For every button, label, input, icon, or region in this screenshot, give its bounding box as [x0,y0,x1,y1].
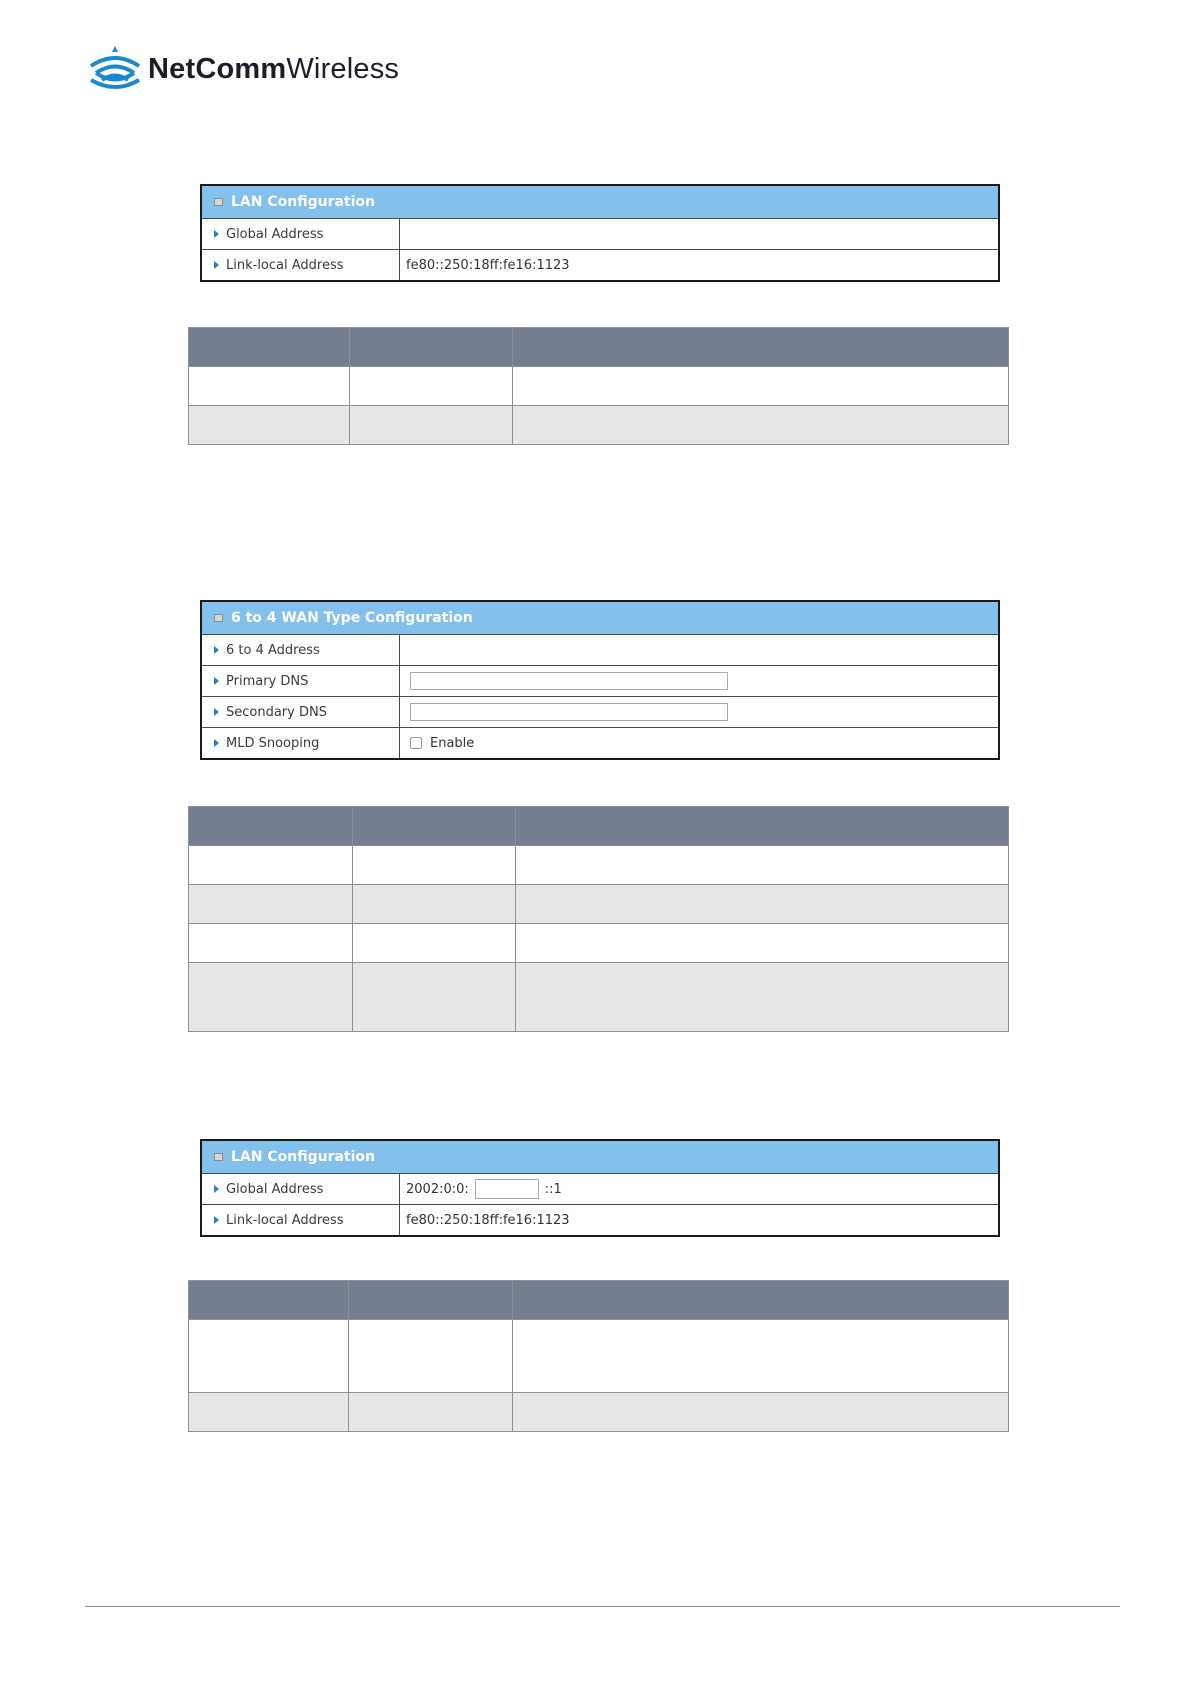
label-text: MLD Snooping [226,735,320,751]
table-header-cell [353,807,516,846]
footer-divider [85,1606,1120,1607]
6to4-address-row [202,634,998,665]
panel-title: 6 to 4 WAN Type Configuration [231,610,473,626]
table-cell [513,406,1009,445]
table-header-cell [189,807,353,846]
row-label [202,666,400,696]
label-text: Global Address [226,226,324,242]
brand-bold: NetComm [148,52,287,85]
netcomm-logo [88,44,399,94]
table-cell [189,846,353,885]
table-header-cell [349,1281,513,1320]
arrow-right-icon [214,739,219,747]
6to4-address-value [400,635,998,665]
secondary-dns-cell [400,697,998,727]
primary-dns-input[interactable] [410,672,728,690]
mld-snooping-checkbox[interactable] [410,737,422,749]
table-header-cell [513,328,1009,367]
arrow-right-icon [214,708,219,716]
global-address-suffix: ::1 [544,1181,562,1197]
table-row [189,963,1009,1032]
label-text: Global Address [226,1181,324,1197]
table-cell [350,367,513,406]
table-cell [189,924,353,963]
table-cell [513,1393,1009,1432]
table-row [189,924,1009,963]
link-local-address-row [202,1204,998,1235]
table-2 [188,806,1009,1032]
table-cell [353,924,516,963]
table-cell [513,367,1009,406]
lan-config-panel-1 [200,184,1000,282]
table-cell [349,1320,513,1393]
table-row [189,1393,1009,1432]
table-header-cell [189,328,350,367]
panel-title: LAN Configuration [231,194,375,210]
6to4-wan-config-panel [200,600,1000,760]
table-cell [516,963,1009,1032]
table-header-cell [350,328,513,367]
row-label [202,219,400,249]
panel-header-icon [214,198,223,206]
arrow-right-icon [214,1216,219,1224]
row-label [202,1205,400,1235]
table-cell [189,406,350,445]
primary-dns-cell [400,666,998,696]
mld-snooping-row [202,727,998,758]
panel-header [202,186,998,218]
table-cell [189,963,353,1032]
row-label [202,728,400,758]
table-header-row [189,328,1009,367]
row-label [202,250,400,280]
global-address-input[interactable] [475,1179,539,1199]
table-cell [353,963,516,1032]
table-header-row [189,1281,1009,1320]
global-address-cell [400,1174,998,1204]
table-cell [189,367,350,406]
brand-light: Wireless [286,52,400,85]
table-header-cell [516,807,1009,846]
table-row [189,846,1009,885]
table-row [189,885,1009,924]
panel-header [202,1141,998,1173]
wifi-logo-icon [88,44,142,94]
label-text: Link-local Address [226,257,344,273]
table-header-cell [189,1281,349,1320]
table-cell [353,846,516,885]
table-cell [189,885,353,924]
table-row [189,367,1009,406]
global-address-row [202,218,998,249]
table-cell [349,1393,513,1432]
global-address-value [400,219,998,249]
row-label [202,635,400,665]
panel-header-icon [214,614,223,622]
row-label [202,1174,400,1204]
global-address-prefix: 2002:0:0: [406,1181,469,1197]
global-address-row [202,1173,998,1204]
arrow-right-icon [214,646,219,654]
panel-title: LAN Configuration [231,1149,375,1165]
label-text: Primary DNS [226,673,309,689]
secondary-dns-input[interactable] [410,703,728,721]
secondary-dns-row [202,696,998,727]
table-cell [516,885,1009,924]
table-cell [189,1393,349,1432]
panel-header [202,602,998,634]
link-local-address-value: fe80::250:18ff:fe16:1123 [406,1212,570,1228]
label-text: 6 to 4 Address [226,642,320,658]
table-cell [516,924,1009,963]
table-3 [188,1280,1009,1432]
table-row [189,1320,1009,1393]
arrow-right-icon [214,1185,219,1193]
table-header-row [189,807,1009,846]
lan-config-panel-2 [200,1139,1000,1237]
table-1 [188,327,1009,445]
label-text: Link-local Address [226,1212,344,1228]
table-cell [513,1320,1009,1393]
brand-name [148,53,399,86]
table-cell [189,1320,349,1393]
primary-dns-row [202,665,998,696]
link-local-address-value: fe80::250:18ff:fe16:1123 [406,257,570,273]
panel-header-icon [214,1153,223,1161]
arrow-right-icon [214,261,219,269]
arrow-right-icon [214,230,219,238]
link-local-address-row [202,249,998,280]
checkbox-label: Enable [430,735,475,751]
table-cell [516,846,1009,885]
table-row [189,406,1009,445]
table-cell [350,406,513,445]
table-cell [353,885,516,924]
label-text: Secondary DNS [226,704,327,720]
row-label [202,697,400,727]
arrow-right-icon [214,677,219,685]
table-header-cell [513,1281,1009,1320]
mld-snooping-cell [400,728,998,758]
